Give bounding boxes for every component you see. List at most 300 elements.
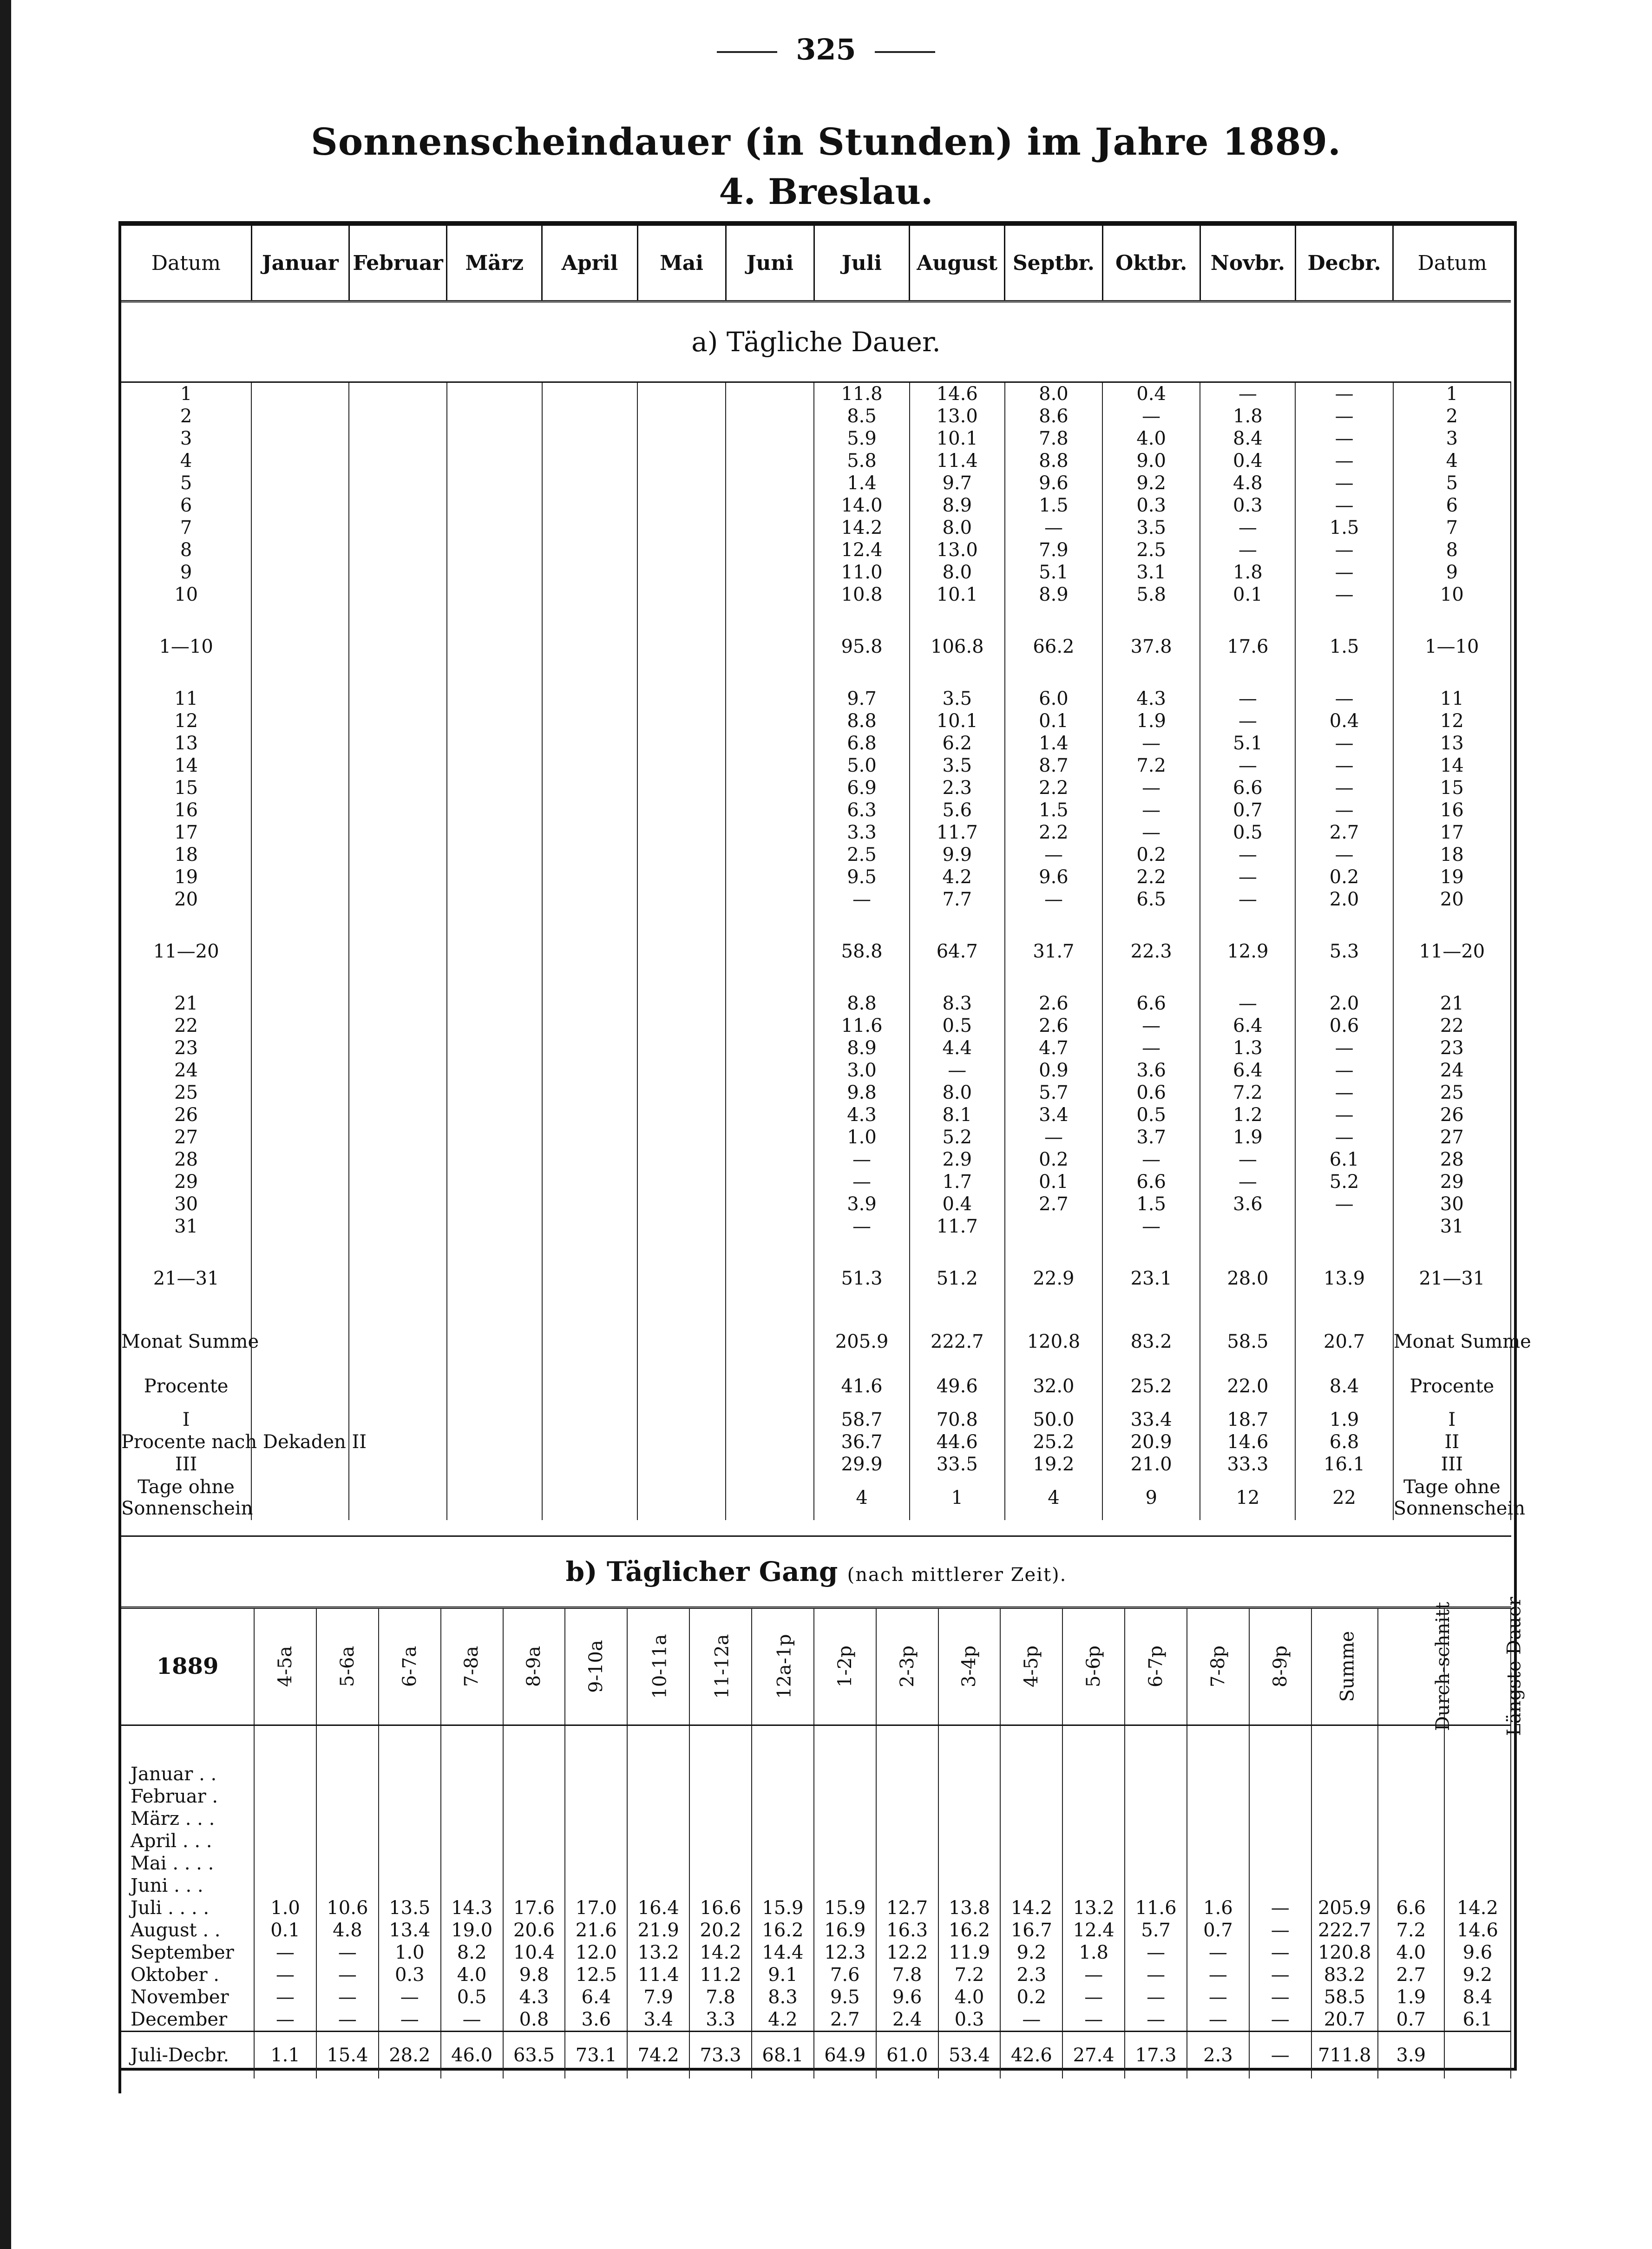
empty-month-cell bbox=[349, 517, 446, 539]
value-cell: 1.2 bbox=[1200, 1104, 1295, 1126]
date-cell: 16 bbox=[121, 799, 251, 821]
hour-value: 4.0 bbox=[1378, 1941, 1444, 1964]
hour-value bbox=[1000, 1852, 1062, 1875]
value-cell: 0.1 bbox=[1200, 584, 1295, 606]
hour-header-label: 4-5a bbox=[275, 1646, 296, 1687]
hour-value: 7.9 bbox=[627, 1986, 689, 2008]
month-label: Januar . . bbox=[121, 1763, 254, 1785]
decade-sum-row bbox=[121, 624, 1511, 669]
date-cell: 20 bbox=[121, 888, 251, 911]
value-cell: 0.1 bbox=[1005, 1171, 1102, 1193]
day-row bbox=[121, 539, 1511, 561]
page-title: Sonnenscheindauer (in Stunden) im Jahre 1889. bbox=[311, 120, 1341, 164]
hour-value: 2.7 bbox=[814, 2008, 876, 2032]
hour-value bbox=[1444, 1785, 1511, 1808]
value-cell: 9.2 bbox=[1102, 472, 1200, 494]
empty-month-cell bbox=[637, 669, 726, 688]
month-label: März . . . bbox=[121, 1808, 254, 1830]
empty-month-cell bbox=[251, 624, 349, 669]
empty-month-cell bbox=[542, 1475, 637, 1520]
total-value: 46.0 bbox=[441, 2032, 503, 2079]
value-cell: 10.8 bbox=[814, 584, 909, 606]
empty-month-cell bbox=[637, 844, 726, 866]
empty-month-cell bbox=[637, 427, 726, 450]
total-value: 68.1 bbox=[752, 2032, 814, 2079]
value-cell: — bbox=[1295, 799, 1393, 821]
empty-month-cell bbox=[447, 974, 542, 992]
hour-value bbox=[689, 1852, 752, 1875]
total-value: 74.2 bbox=[627, 2032, 689, 2079]
empty-month-cell bbox=[349, 911, 446, 929]
date-cell: I bbox=[121, 1409, 251, 1431]
date-cell-right: 5 bbox=[1393, 472, 1511, 494]
empty-month-cell bbox=[726, 1256, 814, 1301]
value-cell: — bbox=[1295, 1126, 1393, 1148]
hour-value bbox=[627, 1830, 689, 1852]
empty-month-cell bbox=[542, 844, 637, 866]
value-cell: 7.7 bbox=[910, 888, 1005, 911]
day-row bbox=[121, 844, 1511, 866]
value-cell: 3.5 bbox=[910, 688, 1005, 710]
empty-month-cell bbox=[542, 427, 637, 450]
value-cell: 2.5 bbox=[814, 844, 909, 866]
empty-month-cell bbox=[726, 1171, 814, 1193]
hour-value bbox=[316, 1830, 379, 1852]
empty-month-cell bbox=[447, 1193, 542, 1215]
empty-month-cell bbox=[637, 992, 726, 1015]
hour-value bbox=[1187, 1830, 1249, 1852]
value-cell: — bbox=[814, 888, 909, 911]
hour-value bbox=[565, 1808, 627, 1830]
value-cell: 6.8 bbox=[814, 732, 909, 754]
hour-value: 16.2 bbox=[752, 1919, 814, 1941]
day-row bbox=[121, 1059, 1511, 1082]
month-row bbox=[121, 1785, 1511, 1808]
hour-value: 4.0 bbox=[441, 1964, 503, 1986]
hour-value: 13.2 bbox=[1062, 1897, 1125, 1919]
hour-value: 19.0 bbox=[441, 1919, 503, 1941]
value-cell: — bbox=[1102, 732, 1200, 754]
empty-month-cell bbox=[542, 1104, 637, 1126]
date-cell-right: 11 bbox=[1393, 688, 1511, 710]
value-cell: — bbox=[1200, 754, 1295, 777]
value-cell: — bbox=[1295, 382, 1393, 406]
spacer-row bbox=[121, 1238, 1511, 1256]
empty-month-cell bbox=[447, 1059, 542, 1082]
empty-month-cell bbox=[251, 584, 349, 606]
empty-month-cell bbox=[251, 472, 349, 494]
value-cell bbox=[1295, 974, 1393, 992]
value-cell bbox=[1102, 1301, 1200, 1319]
empty-month-cell bbox=[726, 669, 814, 688]
hour-value bbox=[379, 1763, 441, 1785]
value-cell: 95.8 bbox=[814, 624, 909, 669]
value-cell: 4.3 bbox=[814, 1104, 909, 1126]
value-cell: — bbox=[814, 1215, 909, 1238]
value-cell: 58.8 bbox=[814, 929, 909, 974]
spacer-cell bbox=[503, 1725, 565, 1764]
date-cell-right: 2 bbox=[1393, 405, 1511, 427]
section-b-heading bbox=[121, 1535, 1511, 1609]
value-cell: 14.0 bbox=[814, 494, 909, 517]
hour-value bbox=[503, 1875, 565, 1897]
hour-value bbox=[1062, 1875, 1125, 1897]
hour-header-label: 11-12a bbox=[711, 1634, 733, 1699]
empty-month-cell bbox=[251, 992, 349, 1015]
value-cell: 2.0 bbox=[1295, 888, 1393, 911]
value-cell: — bbox=[1200, 517, 1295, 539]
total-value: 3.9 bbox=[1378, 2032, 1444, 2079]
hour-value bbox=[441, 1763, 503, 1785]
spacer-cell bbox=[1311, 1725, 1378, 1764]
hour-value bbox=[1187, 1875, 1249, 1897]
empty-month-cell bbox=[349, 1104, 446, 1126]
value-cell: 7.8 bbox=[1005, 427, 1102, 450]
hour-value: — bbox=[379, 2008, 441, 2032]
hour-value bbox=[627, 1808, 689, 1830]
value-cell: 7.9 bbox=[1005, 539, 1102, 561]
empty-month-cell bbox=[542, 1409, 637, 1431]
hour-value: 58.5 bbox=[1311, 1986, 1378, 2008]
empty-month-cell bbox=[637, 1256, 726, 1301]
empty-month-cell bbox=[542, 992, 637, 1015]
empty-month-cell bbox=[349, 992, 446, 1015]
value-cell: 1.5 bbox=[1295, 624, 1393, 669]
date-cell: 24 bbox=[121, 1059, 251, 1082]
total-value: 63.5 bbox=[503, 2032, 565, 2079]
value-cell: — bbox=[1200, 382, 1295, 406]
hour-value: 15.9 bbox=[752, 1897, 814, 1919]
hour-value: 5.7 bbox=[1125, 1919, 1187, 1941]
hour-value bbox=[316, 1808, 379, 1830]
empty-month-cell bbox=[726, 1301, 814, 1319]
date-cell-right: 24 bbox=[1393, 1059, 1511, 1082]
empty-month-cell bbox=[251, 1319, 349, 1364]
empty-month-cell bbox=[349, 1215, 446, 1238]
hour-value bbox=[1125, 1875, 1187, 1897]
empty-month-cell bbox=[542, 561, 637, 584]
value-cell: — bbox=[1005, 517, 1102, 539]
hour-value bbox=[938, 1852, 1001, 1875]
value-cell: 4 bbox=[1005, 1475, 1102, 1520]
hour-header bbox=[752, 1608, 814, 1725]
value-cell: 6.0 bbox=[1005, 688, 1102, 710]
empty-month-cell bbox=[726, 844, 814, 866]
empty-month-cell bbox=[447, 494, 542, 517]
hour-value: — bbox=[1125, 2008, 1187, 2032]
hour-value: — bbox=[1062, 2008, 1125, 2032]
value-cell: 6.6 bbox=[1102, 992, 1200, 1015]
empty-month-cell bbox=[251, 1126, 349, 1148]
hour-value: 120.8 bbox=[1311, 1941, 1378, 1964]
value-cell: 8.0 bbox=[1005, 382, 1102, 406]
month-row bbox=[121, 1852, 1511, 1875]
hour-value: 21.6 bbox=[565, 1919, 627, 1941]
hour-value bbox=[1000, 1875, 1062, 1897]
hour-value bbox=[938, 1808, 1001, 1830]
hour-value bbox=[1187, 1763, 1249, 1785]
empty-month-cell bbox=[349, 974, 446, 992]
value-cell: 5.3 bbox=[1295, 929, 1393, 974]
value-cell: 22 bbox=[1295, 1475, 1393, 1520]
hour-value bbox=[1378, 1808, 1444, 1830]
value-cell: 3.5 bbox=[1102, 517, 1200, 539]
hour-value bbox=[814, 1763, 876, 1785]
value-cell: 33.5 bbox=[910, 1453, 1005, 1475]
hour-value bbox=[1000, 1785, 1062, 1808]
date-cell-right bbox=[1393, 669, 1511, 688]
date-cell: Monat Summe bbox=[121, 1319, 251, 1364]
hour-value: 6.4 bbox=[565, 1986, 627, 2008]
empty-month-cell bbox=[447, 1104, 542, 1126]
month-row bbox=[121, 1875, 1511, 1897]
column-header: Juli bbox=[814, 226, 909, 302]
value-cell bbox=[1295, 606, 1393, 624]
month-label: August . . bbox=[121, 1919, 254, 1941]
empty-month-cell bbox=[447, 688, 542, 710]
hour-header bbox=[441, 1608, 503, 1725]
value-cell: — bbox=[1295, 561, 1393, 584]
value-cell: 9.0 bbox=[1102, 450, 1200, 472]
hour-value bbox=[752, 1830, 814, 1852]
date-cell-right: 27 bbox=[1393, 1126, 1511, 1148]
date-cell-right bbox=[1393, 606, 1511, 624]
empty-month-cell bbox=[251, 710, 349, 732]
hour-value: — bbox=[1249, 1986, 1311, 2008]
day-row bbox=[121, 1015, 1511, 1037]
value-cell: 1.0 bbox=[814, 1126, 909, 1148]
column-header: März bbox=[447, 226, 542, 302]
date-cell-right: 19 bbox=[1393, 866, 1511, 888]
value-cell bbox=[1200, 1215, 1295, 1238]
hour-value bbox=[1311, 1785, 1378, 1808]
column-header: Datum bbox=[121, 226, 251, 302]
date-cell-right: 20 bbox=[1393, 888, 1511, 911]
date-cell-right bbox=[1393, 1238, 1511, 1256]
value-cell: 8.0 bbox=[910, 561, 1005, 584]
value-cell: — bbox=[1295, 472, 1393, 494]
value-cell bbox=[814, 606, 909, 624]
date-cell: 22 bbox=[121, 1015, 251, 1037]
spacer-cell bbox=[938, 1725, 1001, 1764]
hour-value: 0.3 bbox=[379, 1964, 441, 1986]
empty-month-cell bbox=[542, 450, 637, 472]
spacer-cell bbox=[441, 1725, 503, 1764]
value-cell: 5.6 bbox=[910, 799, 1005, 821]
value-cell bbox=[814, 911, 909, 929]
value-cell: 6.2 bbox=[910, 732, 1005, 754]
table-b-header-row bbox=[121, 1608, 1511, 1725]
spacer-row bbox=[121, 1301, 1511, 1319]
month-row bbox=[121, 1830, 1511, 1852]
value-cell bbox=[1005, 606, 1102, 624]
day-row bbox=[121, 1215, 1511, 1238]
value-cell: 6.6 bbox=[1102, 1171, 1200, 1193]
value-cell: 13.9 bbox=[1295, 1256, 1393, 1301]
day-row bbox=[121, 450, 1511, 472]
hour-value: 4.2 bbox=[752, 2008, 814, 2032]
value-cell: 0.9 bbox=[1005, 1059, 1102, 1082]
spacer-cell bbox=[814, 1725, 876, 1764]
empty-month-cell bbox=[542, 405, 637, 427]
hour-value: 20.7 bbox=[1311, 2008, 1378, 2032]
day-row bbox=[121, 799, 1511, 821]
value-cell: 8.0 bbox=[910, 517, 1005, 539]
hour-value bbox=[876, 1875, 938, 1897]
empty-month-cell bbox=[637, 821, 726, 844]
hour-value: 12.4 bbox=[1062, 1919, 1125, 1941]
spacer-cell bbox=[1187, 1725, 1249, 1764]
column-header: Januar bbox=[251, 226, 349, 302]
value-cell: 120.8 bbox=[1005, 1319, 1102, 1364]
empty-month-cell bbox=[637, 1015, 726, 1037]
date-cell: 9 bbox=[121, 561, 251, 584]
day-row bbox=[121, 688, 1511, 710]
hour-value: — bbox=[441, 2008, 503, 2032]
spacer-row bbox=[121, 1725, 1511, 1764]
date-cell-right: 29 bbox=[1393, 1171, 1511, 1193]
hour-value: — bbox=[1125, 1986, 1187, 2008]
hour-value bbox=[1249, 1830, 1311, 1852]
value-cell: 0.6 bbox=[1102, 1082, 1200, 1104]
value-cell: 11.8 bbox=[814, 382, 909, 406]
date-cell-right: 11—20 bbox=[1393, 929, 1511, 974]
date-cell: Procente bbox=[121, 1364, 251, 1409]
empty-month-cell bbox=[726, 1059, 814, 1082]
hour-value bbox=[1249, 1875, 1311, 1897]
empty-month-cell bbox=[726, 450, 814, 472]
empty-month-cell bbox=[349, 710, 446, 732]
hour-value: 9.6 bbox=[876, 1986, 938, 2008]
value-cell: 1.8 bbox=[1200, 405, 1295, 427]
spacer-cell bbox=[379, 1725, 441, 1764]
spacer-cell bbox=[1444, 1725, 1511, 1764]
value-cell: — bbox=[1102, 1148, 1200, 1171]
date-cell: 5 bbox=[121, 472, 251, 494]
date-cell-right: 3 bbox=[1393, 427, 1511, 450]
value-cell: 1.5 bbox=[1005, 799, 1102, 821]
value-cell: — bbox=[1200, 710, 1295, 732]
value-cell bbox=[1295, 1238, 1393, 1256]
section-a-title: a) Tägliche Dauer. bbox=[121, 302, 1511, 382]
value-cell: 2.2 bbox=[1005, 777, 1102, 799]
value-cell: 44.6 bbox=[910, 1431, 1005, 1453]
hour-value bbox=[689, 1808, 752, 1830]
hour-value bbox=[814, 1785, 876, 1808]
empty-month-cell bbox=[726, 405, 814, 427]
hour-value bbox=[938, 1763, 1001, 1785]
hour-value: 8.3 bbox=[752, 1986, 814, 2008]
date-cell-right: 23 bbox=[1393, 1037, 1511, 1059]
value-cell: 22.9 bbox=[1005, 1256, 1102, 1301]
empty-month-cell bbox=[349, 427, 446, 450]
total-value: 1.1 bbox=[254, 2032, 316, 2079]
empty-month-cell bbox=[251, 777, 349, 799]
empty-month-cell bbox=[637, 494, 726, 517]
empty-month-cell bbox=[637, 754, 726, 777]
value-cell: 66.2 bbox=[1005, 624, 1102, 669]
empty-month-cell bbox=[637, 382, 726, 406]
empty-month-cell bbox=[251, 561, 349, 584]
value-cell: 0.3 bbox=[1200, 494, 1295, 517]
value-cell: 8.7 bbox=[1005, 754, 1102, 777]
value-cell bbox=[814, 669, 909, 688]
date-cell: 21—31 bbox=[121, 1256, 251, 1301]
value-cell: 4.3 bbox=[1102, 688, 1200, 710]
hour-header bbox=[1311, 1608, 1378, 1725]
value-cell: 8.9 bbox=[814, 1037, 909, 1059]
hour-value: 10.4 bbox=[503, 1941, 565, 1964]
empty-month-cell bbox=[542, 1171, 637, 1193]
hour-header bbox=[814, 1608, 876, 1725]
date-cell-right: 25 bbox=[1393, 1082, 1511, 1104]
empty-month-cell bbox=[251, 1215, 349, 1238]
value-cell: — bbox=[1295, 494, 1393, 517]
value-cell: 11.7 bbox=[910, 821, 1005, 844]
hour-value: 14.4 bbox=[752, 1941, 814, 1964]
hour-value: 7.8 bbox=[689, 1986, 752, 2008]
hour-header bbox=[565, 1608, 627, 1725]
value-cell: 6.3 bbox=[814, 799, 909, 821]
value-cell: 8.8 bbox=[1005, 450, 1102, 472]
empty-month-cell bbox=[726, 688, 814, 710]
date-cell-right bbox=[1393, 911, 1511, 929]
value-cell: 7.2 bbox=[1102, 754, 1200, 777]
hour-value bbox=[316, 1852, 379, 1875]
daily-duration-table bbox=[121, 226, 1531, 1520]
value-cell: — bbox=[1200, 539, 1295, 561]
hour-value bbox=[938, 1785, 1001, 1808]
hour-value: 16.7 bbox=[1000, 1919, 1062, 1941]
empty-month-cell bbox=[251, 1059, 349, 1082]
value-cell: 2.9 bbox=[910, 1148, 1005, 1171]
date-cell-right: 16 bbox=[1393, 799, 1511, 821]
date-cell-right: 13 bbox=[1393, 732, 1511, 754]
value-cell: 8.8 bbox=[814, 992, 909, 1015]
empty-month-cell bbox=[637, 1301, 726, 1319]
hour-value bbox=[1187, 1808, 1249, 1830]
hour-value: — bbox=[1000, 2008, 1062, 2032]
hour-value bbox=[379, 1785, 441, 1808]
value-cell: — bbox=[1200, 1148, 1295, 1171]
spacer-cell bbox=[1062, 1725, 1125, 1764]
date-cell: 6 bbox=[121, 494, 251, 517]
hour-value bbox=[1378, 1830, 1444, 1852]
hour-value: — bbox=[1125, 1964, 1187, 1986]
no-sun-label-right: Tage ohne Sonnenschein bbox=[1393, 1476, 1526, 1519]
empty-month-cell bbox=[447, 754, 542, 777]
empty-month-cell bbox=[542, 929, 637, 974]
date-cell-right: 10 bbox=[1393, 584, 1511, 606]
hour-value: 14.6 bbox=[1444, 1919, 1511, 1941]
date-cell bbox=[121, 1238, 251, 1256]
hour-header bbox=[876, 1608, 938, 1725]
empty-month-cell bbox=[447, 1126, 542, 1148]
empty-month-cell bbox=[447, 1256, 542, 1301]
empty-month-cell bbox=[447, 821, 542, 844]
empty-month-cell bbox=[726, 754, 814, 777]
date-cell: 15 bbox=[121, 777, 251, 799]
empty-month-cell bbox=[349, 688, 446, 710]
value-cell bbox=[1295, 1301, 1393, 1319]
day-row bbox=[121, 494, 1511, 517]
value-cell: — bbox=[1295, 844, 1393, 866]
empty-month-cell bbox=[447, 606, 542, 624]
hour-value: 3.6 bbox=[565, 2008, 627, 2032]
value-cell bbox=[1005, 1301, 1102, 1319]
hour-value bbox=[503, 1830, 565, 1852]
hour-value bbox=[316, 1785, 379, 1808]
